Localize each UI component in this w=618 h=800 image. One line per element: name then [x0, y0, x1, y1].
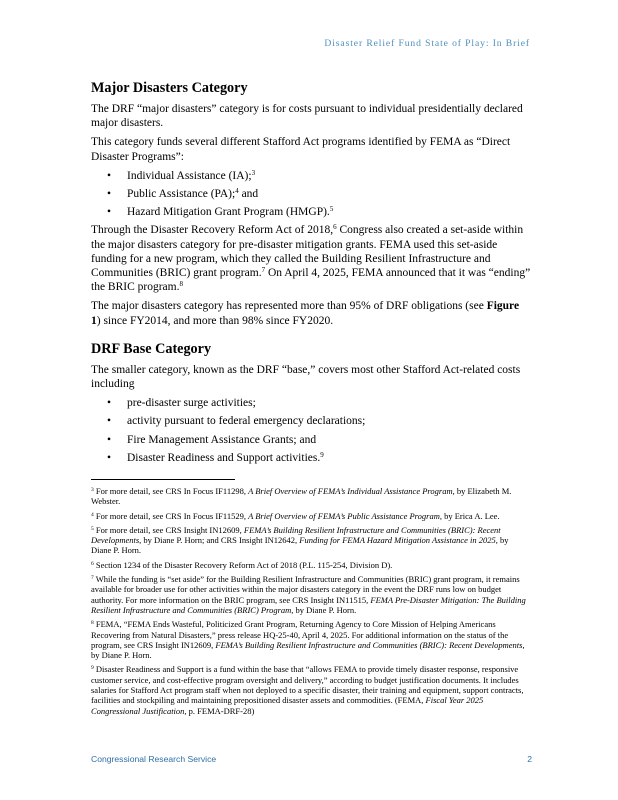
- list-item: • Disaster Readiness and Support activities.$^9$: [127, 451, 531, 465]
- list-item: • Hazard Mitigation Grant Program (HMGP).$^5$: [127, 205, 531, 219]
- paragraph: This category funds several different Stafford Act programs identified by FEMA as “Direct Disaster Programs”:: [91, 136, 511, 163]
- list-item: • pre-disaster surge activities;: [127, 396, 531, 410]
- list-item: • activity pursuant to federal emergency declarations;: [127, 414, 531, 428]
- list-item: • Fire Management Assistance Grants; and: [127, 433, 531, 447]
- footnote-divider: [91, 479, 235, 480]
- footnote: $^5$ For more detail, see CRS Insight IN12609, FEMA’s Building Resilient Infrastructure and Communities (BRIC): Recent Developments, by Diane P. Horn; and CRS Insight IN12642, Funding for FEMA Hazard Mitigation Assistance in 2025, by Diane P. Horn.: [91, 524, 509, 556]
- paragraph: The smaller category, known as the DRF “base,” covers most other Stafford Act-related costs including: [91, 363, 521, 391]
- page-number: 2: [527, 754, 532, 764]
- footnote-ref[interactable]: 9: [320, 450, 324, 459]
- list-item: • Public Assistance (PA);$^4$ and: [127, 187, 531, 201]
- footnote: $^4$ For more detail, see CRS In Focus IF11529, A Brief Overview of FEMA’s Public Assistance Program, by Erica A. Lee.: [91, 510, 500, 521]
- footnote-ref[interactable]: 7: [261, 266, 266, 275]
- direct-disaster-programs-list: [91, 169, 531, 220]
- paragraph: The DRF “major disasters” category is for costs pursuant to individual presidentially declared major disasters.: [91, 103, 523, 130]
- main-content: [91, 80, 531, 469]
- paragraph: The major disasters category has represented more than 95% of DRF obligations (see Figure 1) since FY2014, and more than 98% since FY2020.: [91, 300, 520, 327]
- footnote-ref[interactable]: 5: [329, 205, 334, 214]
- footnote-ref[interactable]: 4: [235, 187, 239, 196]
- footnotes: [91, 486, 529, 720]
- figure-reference[interactable]: Figure 1: [91, 300, 520, 327]
- section-heading-drf-base: DRF Base Category: [91, 340, 212, 357]
- paragraph: Through the Disaster Recovery Reform Act of 2018,$^6$ Congress also created a set-aside within the major disasters category for pre-disaster mitigation grants. FEMA used this set-aside funding for a new program, which they called the Building Resilient Infrastructure and Communities (BRIC) grant program.$^7$ On April 4, 2025, FEMA announced that it was “ending” the BRIC program.$^8$: [91, 223, 531, 294]
- footnote: $^6$ Section 1234 of the Disaster Recovery Reform Act of 2018 (P.L. 115-254, Division D).: [91, 559, 393, 570]
- footnote: $^8$ FEMA, “FEMA Ends Wasteful, Politicized Grant Program, Returning Agency to Core Mission of Helping Americans Recovering from Natural Disasters,” press release HQ-25-40, April 4, 2025. For additional information on the status of the program, see CRS Insight IN12609, FEMA’s Building Resilient Infrastructure and Communities (BRIC): Recent Developments, by Diane P. Horn.: [91, 619, 525, 661]
- running-header: Disaster Relief Fund State of Play: In Brief: [324, 38, 530, 49]
- section-heading-major-disasters: Major Disasters Category: [91, 80, 248, 96]
- footnote-ref[interactable]: 6: [333, 223, 337, 232]
- footnote: $^3$ For more detail, see CRS In Focus IF11298, A Brief Overview of FEMA’s Individual Assistance Program, by Elizabeth M. Webster.: [91, 486, 512, 507]
- list-item: • Individual Assistance (IA);$^3$: [127, 169, 531, 183]
- footnote: $^7$ While the funding is “set aside” for the Building Resilient Infrastructure and Communities (BRIC) grant program, it remains available for broader use for other activities within the major disasters category in the event the DRF runs low on budget authority. For more information on the BRIC program, see CRS Insight IN11515, FEMA Pre-Disaster Mitigation: The Building Resilient Infrastructure and Communities (BRIC) Program, by Diane P. Horn.: [91, 574, 526, 615]
- footnote: $^9$ Disaster Readiness and Support is a fund within the base that “allows FEMA to provide timely disaster response, responsive customer service, and cost-effective program oversight and delivery,” according to budget justification documents. It includes salaries for Stafford Act program staff when not deployed to a specific disaster, their training and equipment, support contracts, facilities and stockpiling and maintaining prepositioned disaster assets and commodities. (FEMA, Fiscal Year 2025 Congressional Justification, p. FEMA-DRF-28): [91, 664, 524, 716]
- footnote-ref[interactable]: 8: [179, 280, 183, 289]
- footnote-ref[interactable]: 3: [251, 168, 256, 177]
- drf-base-list: [91, 396, 531, 465]
- footer-publisher: Congressional Research Service: [91, 754, 217, 764]
